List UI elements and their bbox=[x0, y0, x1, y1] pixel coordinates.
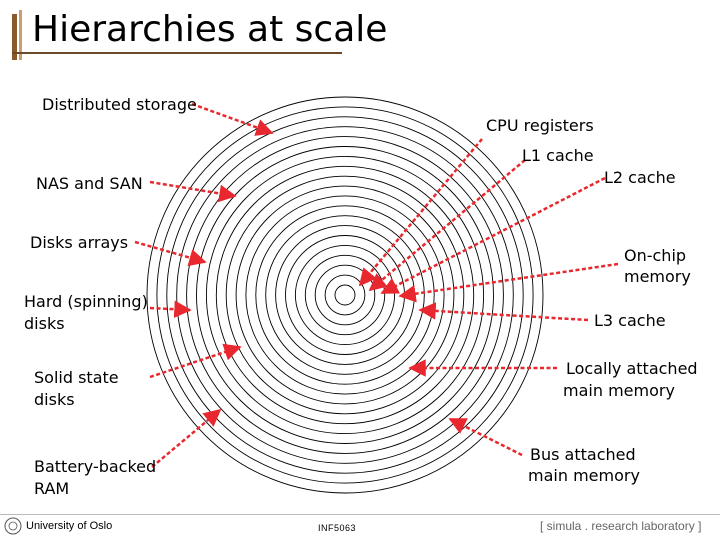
label-onchip-line1: On-chip bbox=[624, 246, 687, 265]
label-hard-disks-line1: Hard (spinning) bbox=[24, 292, 148, 311]
label-battery-ram-line1: Battery-backed bbox=[34, 457, 157, 476]
arrow-bus-memory bbox=[450, 419, 522, 455]
slide-title: Hierarchies at scale bbox=[32, 9, 388, 50]
ring-3 bbox=[315, 265, 375, 325]
arrow-l3-cache bbox=[420, 310, 588, 320]
arrow-l2-cache bbox=[382, 178, 605, 293]
label-local-memory-line2: main memory bbox=[563, 381, 675, 400]
ring-13 bbox=[216, 166, 473, 423]
label-bus-memory-line1: Bus attached bbox=[530, 445, 636, 464]
label-hard-disks-line2: disks bbox=[24, 314, 65, 333]
footer-course-code: INF5063 bbox=[318, 523, 357, 533]
arrow-nas-san bbox=[150, 182, 235, 196]
label-onchip-line2: memory bbox=[624, 267, 691, 286]
ring-14 bbox=[206, 156, 483, 433]
ring-6 bbox=[286, 236, 405, 355]
label-battery-ram-line2: RAM bbox=[34, 479, 70, 498]
ring-16 bbox=[187, 137, 504, 454]
memory-level-rings bbox=[147, 97, 543, 493]
label-ssd-line1: Solid state bbox=[34, 368, 119, 387]
ring-17 bbox=[177, 127, 514, 464]
ring-11 bbox=[236, 186, 454, 404]
arrow-hard-disks bbox=[150, 308, 190, 310]
label-disk-arrays: Disks arrays bbox=[30, 233, 129, 252]
ring-19 bbox=[157, 107, 533, 483]
ring-2 bbox=[325, 275, 365, 315]
footer-university: University of Oslo bbox=[26, 520, 113, 532]
footer-divider bbox=[0, 514, 720, 515]
arrow-distributed-storage bbox=[192, 104, 272, 133]
ring-18 bbox=[167, 117, 523, 473]
label-local-memory-line1: Locally attached bbox=[566, 359, 698, 378]
footer-lab-logo: [ simula . research laboratory ] bbox=[540, 519, 702, 533]
arrow-battery-ram bbox=[152, 410, 220, 467]
label-l1-cache: L1 cache bbox=[522, 146, 594, 165]
ring-1 bbox=[335, 285, 355, 305]
label-distributed-storage: Distributed storage bbox=[42, 95, 197, 114]
arrow-ssd bbox=[150, 347, 240, 377]
ring-4 bbox=[305, 255, 384, 334]
label-cpu-registers: CPU registers bbox=[486, 116, 594, 135]
ring-9 bbox=[256, 206, 434, 384]
ring-8 bbox=[266, 216, 425, 375]
label-bus-memory-line2: main memory bbox=[528, 466, 640, 485]
label-l2-cache: L2 cache bbox=[604, 168, 676, 187]
label-ssd-line2: disks bbox=[34, 390, 75, 409]
university-seal-icon bbox=[4, 517, 22, 535]
ring-12 bbox=[226, 176, 464, 414]
label-l3-cache: L3 cache bbox=[594, 311, 666, 330]
ring-15 bbox=[197, 147, 494, 444]
label-nas-san: NAS and SAN bbox=[36, 174, 143, 193]
